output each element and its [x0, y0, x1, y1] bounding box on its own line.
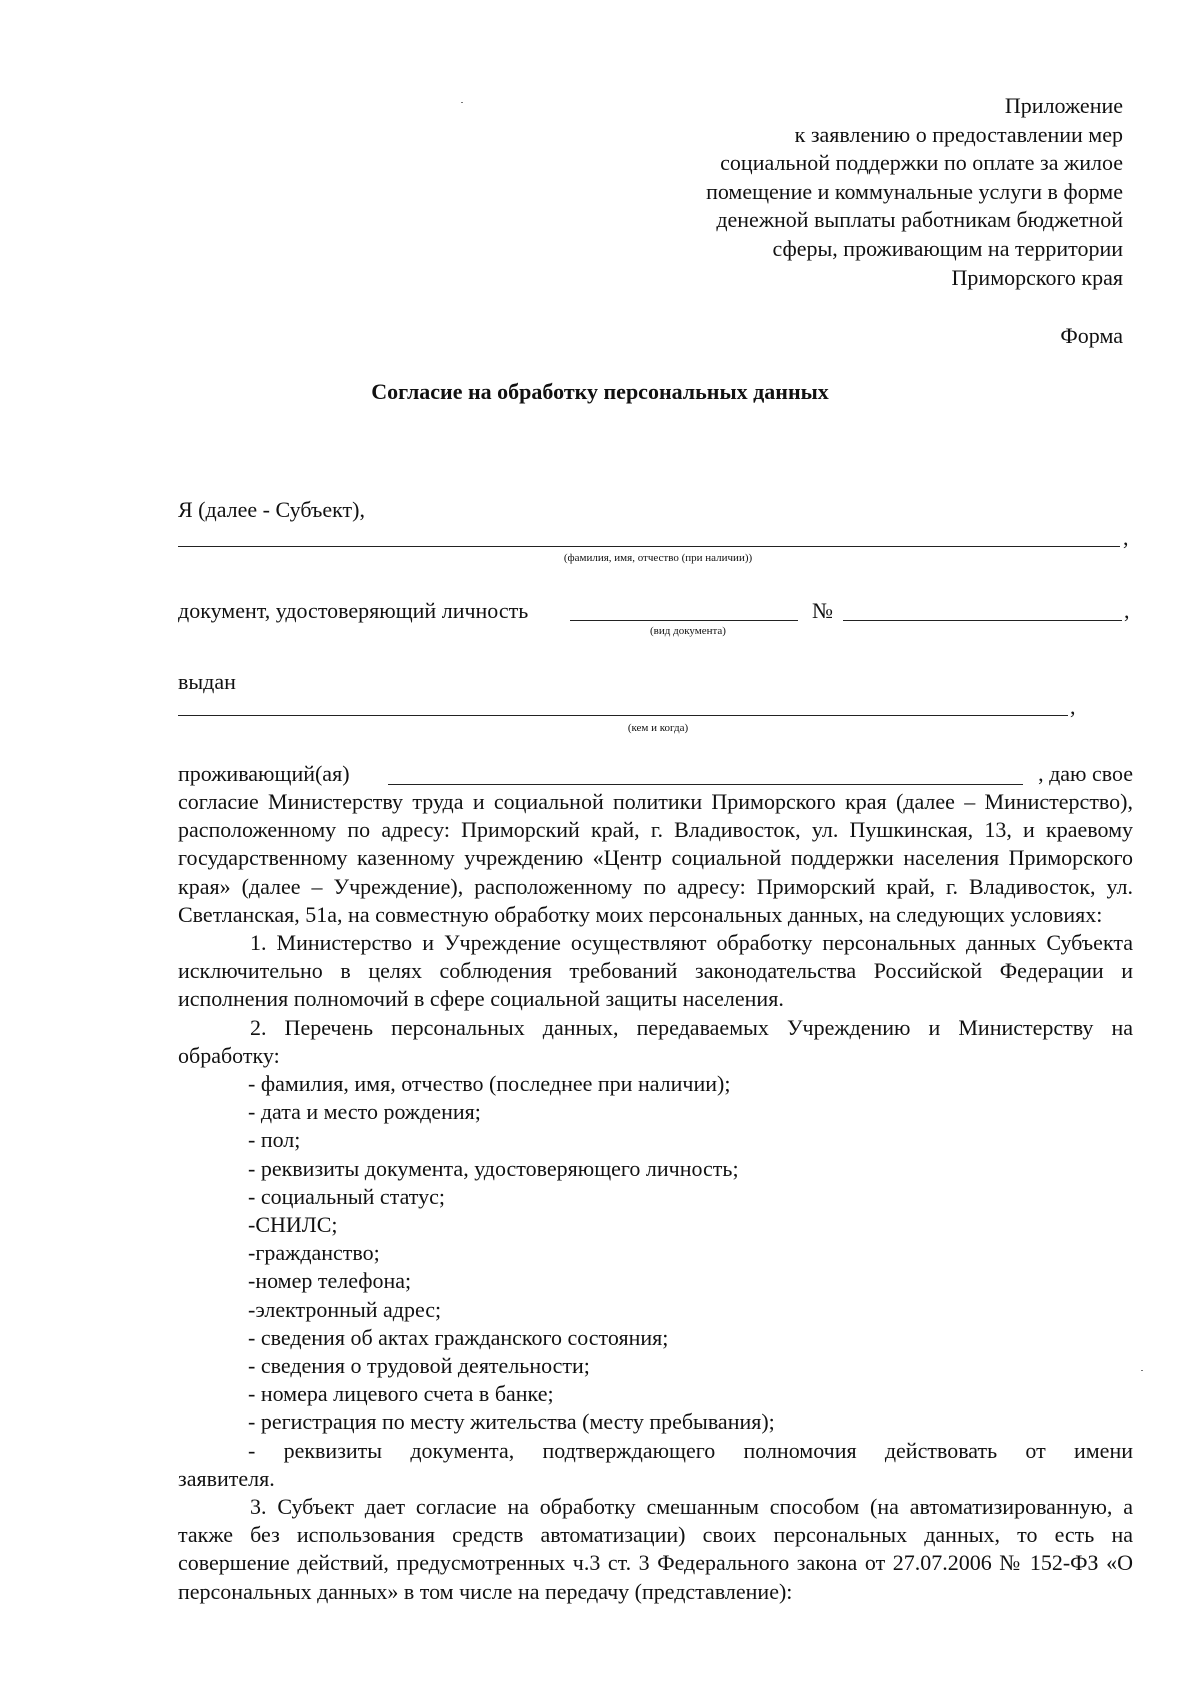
appendix-line-7: Приморского края [951, 264, 1123, 290]
item-3: 3. Субъект дает согласие на обработку смешанным способом (на автоматизированную, а также без использования средств автоматизации) своих персональных данных, то есть на совершение действий, предусмотренных ч.3 ст. 3 Федерального закона от 27.07.2006 № 152-ФЗ «О персональных данных» в том числе на передачу (представление): [178, 1494, 1133, 1604]
doc-type-field[interactable] [570, 620, 798, 621]
list-item: - сведения об актах гражданского состояния; [248, 1324, 669, 1350]
list-item: -электронный адрес; [248, 1296, 442, 1322]
list-item: - реквизиты документа, подтверждающего полномочия действовать от имени [248, 1437, 1133, 1463]
list-item: - реквизиты документа, удостоверяющего личность; [248, 1155, 739, 1181]
scan-speck [461, 102, 463, 103]
list-item: - дата и место рождения; [248, 1099, 481, 1125]
list-item: - фамилия, имя, отчество (последнее при наличии); [248, 1071, 731, 1097]
list-item: -гражданство; [248, 1240, 380, 1266]
scan-speck [1141, 1370, 1143, 1371]
issued-comma: , [1070, 694, 1076, 719]
fio-comma: , [1123, 525, 1129, 550]
fio-field[interactable] [178, 546, 1120, 547]
residing-label: проживающий(ая) [178, 761, 350, 786]
consent-body [178, 760, 1133, 1606]
appendix-line-5: денежной выплаты работникам бюджетной [716, 207, 1123, 233]
doc-type-hint: (вид документа) [650, 625, 726, 637]
residing-field[interactable] [388, 784, 1023, 785]
appendix-line-1: Приложение [1004, 93, 1123, 118]
form-label: Форма [1060, 323, 1123, 348]
item-2: 2. Перечень персональных данных, передаваемых Учреждению и Министерству на обработку: [178, 1014, 1133, 1068]
issued-hint: (кем и когда) [627, 722, 689, 734]
residing-line [178, 760, 1133, 788]
consent-intro: согласие Министерству труда и социальной политики Приморского края (далее – Министерство), расположенному по адресу: Приморский край, г. Владивосток, ул. Пушкинская, 13, и краевому государственному казенному учреждению «Центр социальной поддержки населения Приморского края» (далее – Учреждение), расположенному по адресу: Приморский край, г. Владивосток, ул. Светланская, 51а, на совместную обработку моих персональных данных, на следующих условиях: [178, 789, 1133, 927]
doc-comma: , [1124, 598, 1130, 623]
list-item: -СНИЛС; [248, 1212, 338, 1238]
appendix-line-2: к заявлению о предоставлении мер [794, 121, 1123, 147]
appendix-line-4: помещение и коммунальные услуги в форме [706, 178, 1123, 204]
item-1: 1. Министерство и Учреждение осуществляют обработку персональных данных Субъекта исключительно в целях соблюдения требований законодательства Российской Федерации и исполнения полномочий в сфере социальной защиты населения. [178, 930, 1133, 1012]
appendix-line-3: социальной поддержки по оплате за жилое [720, 150, 1123, 176]
issued-field[interactable] [178, 715, 1068, 716]
fio-hint: (фамилия, имя, отчество (при наличии)) [563, 552, 753, 564]
list-item: - социальный статус; [248, 1183, 445, 1209]
appendix-line-6: сферы, проживающим на территории [772, 235, 1123, 261]
doc-label: документ, удостоверяющий личность [178, 598, 529, 623]
document-title: Согласие на обработку персональных данных [371, 379, 829, 404]
issued-label: выдан [178, 669, 236, 694]
list-item: - номера лицевого счета в банке; [248, 1381, 554, 1407]
list-item: - сведения о трудовой деятельности; [248, 1353, 590, 1379]
consent-start: , даю свое [1038, 761, 1133, 786]
list-item: -номер телефона; [248, 1268, 412, 1294]
doc-number-field[interactable] [843, 620, 1122, 621]
number-sign: № [812, 598, 833, 623]
appendix-block [523, 92, 1123, 292]
personal-data-list [178, 1070, 1133, 1465]
list-item: - пол; [248, 1127, 301, 1153]
subject-label: Я (далее - Субъект), [178, 497, 365, 522]
list-item: - регистрация по месту жительства (месту пребывания); [248, 1409, 775, 1435]
list-item-continuation: заявителя. [178, 1465, 275, 1491]
